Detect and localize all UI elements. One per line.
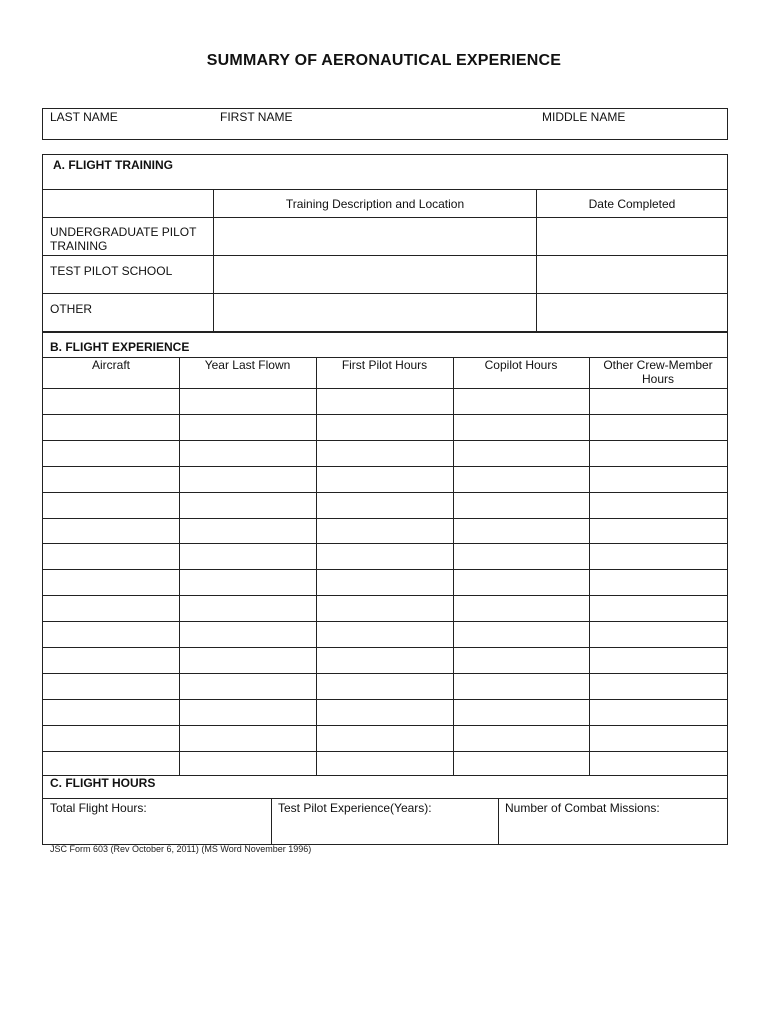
table-row [43, 388, 727, 389]
divider [43, 217, 727, 218]
section-c-heading: C. FLIGHT HOURS [50, 776, 156, 790]
section-divider [43, 331, 727, 333]
date-completed-header: Date Completed [588, 197, 676, 211]
test-pilot-experience-label: Test Pilot Experience(Years): [278, 801, 432, 815]
table-row [43, 414, 727, 415]
training-row-label: OTHER [50, 302, 92, 316]
form-title: SUMMARY OF AERONAUTICAL EXPERIENCE [206, 52, 562, 69]
section-c-box [42, 775, 728, 845]
table-row [43, 569, 727, 570]
table-row [43, 595, 727, 596]
col-divider [271, 798, 272, 844]
table-row [43, 699, 727, 700]
middle-name-label: MIDDLE NAME [542, 110, 626, 124]
first-name-label: FIRST NAME [220, 110, 293, 124]
table-row [43, 440, 727, 441]
aircraft-header: Aircraft [91, 358, 130, 372]
table-row [43, 621, 727, 622]
col-divider [453, 357, 454, 775]
divider [43, 798, 727, 799]
table-row [43, 725, 727, 726]
copilot-hours-header: Copilot Hours [484, 358, 558, 372]
section-a-heading: A. FLIGHT TRAINING [53, 158, 173, 172]
form-footer: JSC Form 603 (Rev October 6, 2011) (MS Word November 1996) [50, 844, 312, 854]
sections-ab-box [42, 154, 728, 776]
other-crew-hours-header: Other Crew-Member Hours [603, 358, 713, 386]
total-flight-hours-label: Total Flight Hours: [50, 801, 147, 815]
section-b-heading: B. FLIGHT EXPERIENCE [50, 340, 190, 354]
table-row [43, 673, 727, 674]
table-row [43, 466, 727, 467]
training-row-label: TEST PILOT SCHOOL [50, 264, 173, 278]
training-row-label: UNDERGRADUATE PILOT TRAINING [50, 225, 197, 253]
divider [43, 255, 727, 256]
combat-missions-label: Number of Combat Missions: [505, 801, 660, 815]
table-row [43, 647, 727, 648]
first-pilot-hours-header: First Pilot Hours [341, 358, 428, 372]
table-row [43, 492, 727, 493]
col-divider [316, 357, 317, 775]
col-divider [179, 357, 180, 775]
col-divider [498, 798, 499, 844]
table-row [43, 518, 727, 519]
table-row [43, 543, 727, 544]
training-description-header: Training Description and Location [285, 197, 465, 211]
name-box [42, 108, 728, 140]
table-row [43, 751, 727, 752]
last-name-label: LAST NAME [50, 110, 118, 124]
col-divider [589, 357, 590, 775]
year-last-flown-header: Year Last Flown [204, 358, 291, 372]
divider [43, 293, 727, 294]
